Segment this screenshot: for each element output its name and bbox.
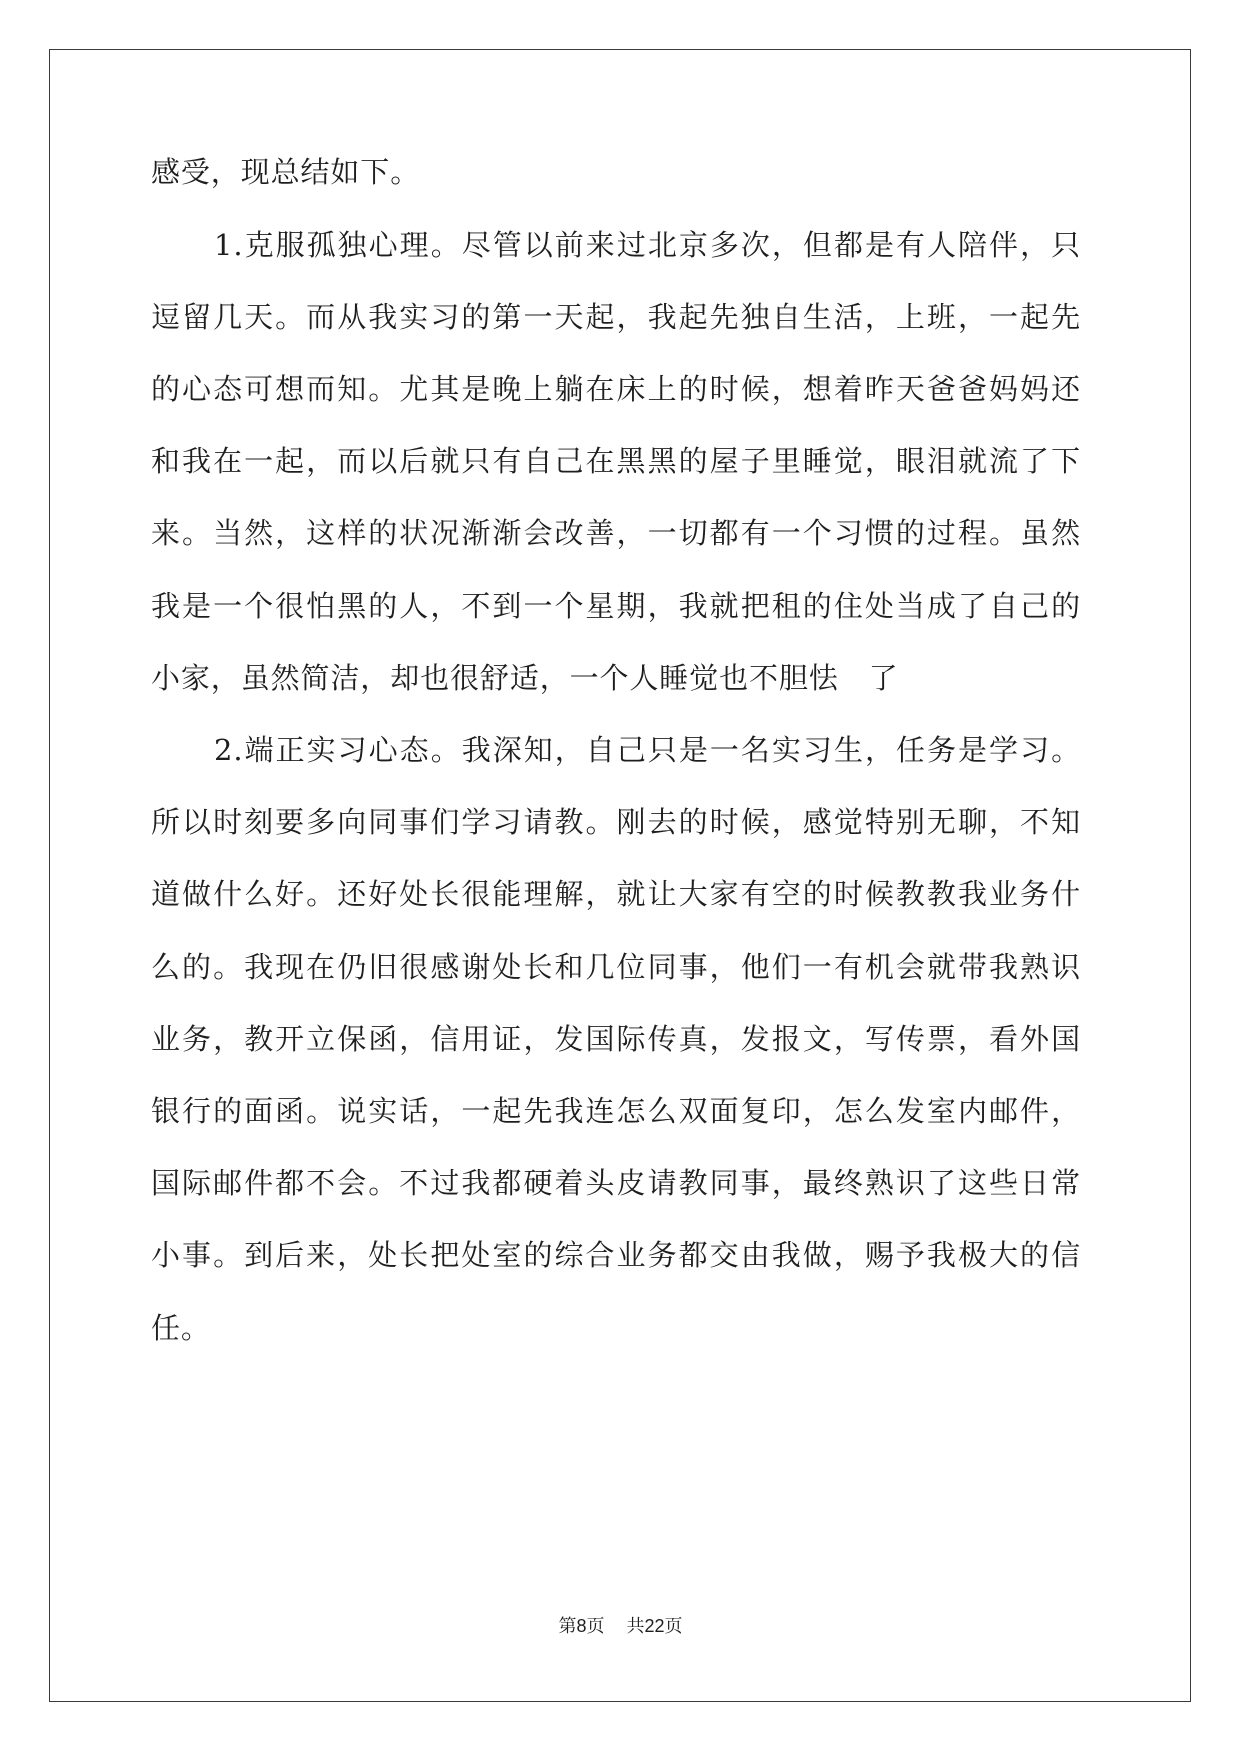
text-line: 逗留几天。而从我实习的第一天起，我起先独自生活，上班，一起先 (151, 300, 1081, 334)
total-prefix: 共 (626, 1616, 645, 1637)
total-pages: 22 (644, 1616, 665, 1636)
page-number: 8 (576, 1616, 587, 1636)
total-suffix: 页 (664, 1616, 683, 1637)
page-prefix: 第 (558, 1616, 577, 1637)
text-line: 2.端正实习心态。我深知，自己只是一名实习生，任务是学习。 (214, 733, 1081, 767)
text-line: 任。 (151, 1311, 211, 1345)
total-pages-label (626, 1616, 682, 1637)
text-line: 道做什么好。还好处长很能理解，就让大家有空的时候教教我业务什 (151, 877, 1081, 911)
text-line: 国际邮件都不会。不过我都硬着头皮请教同事，最终熟识了这些日常 (151, 1166, 1081, 1200)
text-line: 所以时刻要多向同事们学习请教。刚去的时候，感觉特别无聊，不知 (151, 805, 1081, 839)
text-line: 和我在一起，而以后就只有自己在黑黑的屋子里睡觉，眼泪就流了下 (151, 444, 1081, 478)
page-suffix: 页 (586, 1616, 605, 1637)
text-line: 业务，教开立保函，信用证，发国际传真，发报文，写传票，看外国 (151, 1022, 1081, 1056)
text-line: 来。当然，这样的状况渐渐会改善，一切都有一个习惯的过程。虽然 (151, 516, 1081, 550)
text-line: 的心态可想而知。尤其是晚上躺在床上的时候，想着昨天爸爸妈妈还 (151, 372, 1081, 406)
text-line: 小事。到后来，处长把处室的综合业务都交由我做，赐予我极大的信 (151, 1238, 1081, 1272)
text-line: 银行的面函。说实话，一起先我连怎么双面复印，怎么发室内邮件， (151, 1094, 1081, 1128)
page-footer (0, 1614, 1241, 1639)
text-line: 1.克服孤独心理。尽管以前来过北京多次，但都是有人陪伴，只 (214, 228, 1081, 262)
page-number-label (558, 1616, 604, 1637)
text-line: 么的。我现在仍旧很感谢处长和几位同事，他们一有机会就带我熟识 (151, 950, 1081, 984)
text-line: 小家，虽然简洁，却也很舒适，一个人睡觉也不胆怯 了 (151, 661, 899, 695)
text-line: 我是一个很怕黑的人，不到一个星期，我就把租的住处当成了自己的 (151, 589, 1081, 623)
text-line: 感受，现总结如下。 (151, 155, 421, 189)
